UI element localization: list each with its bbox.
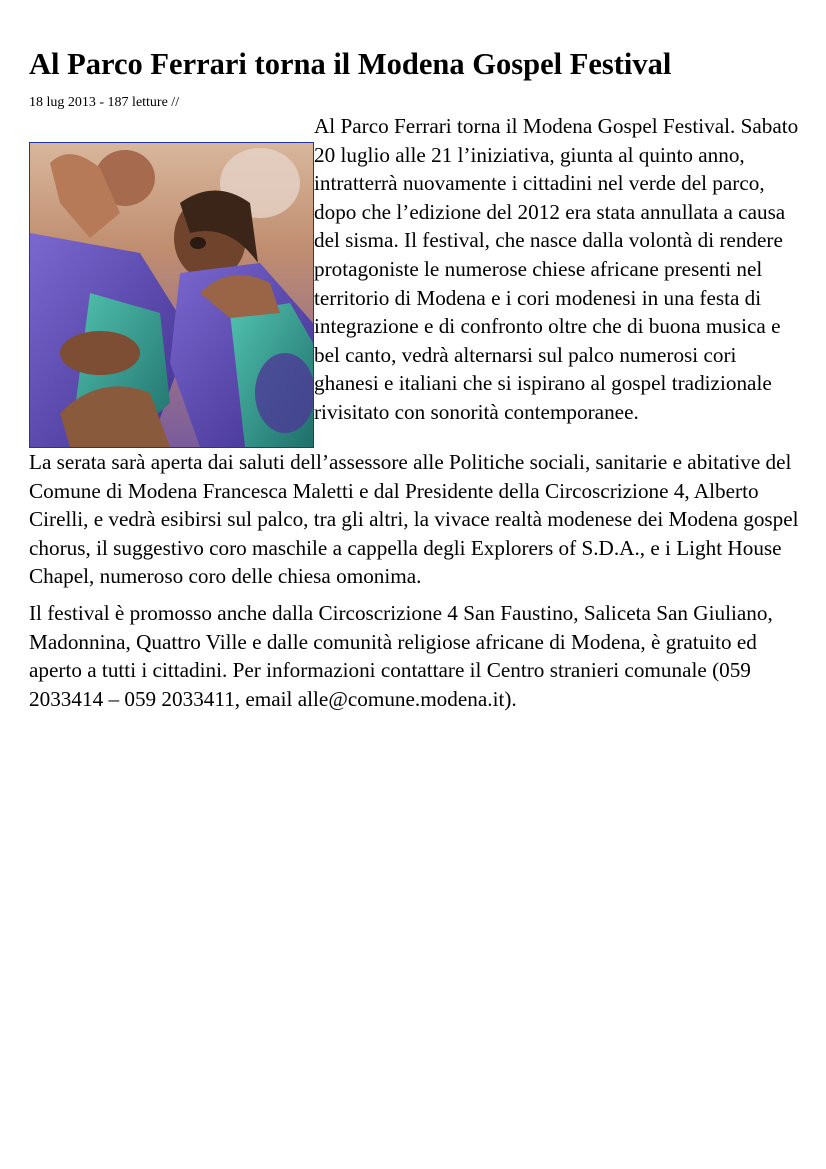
gospel-choir-photo — [29, 142, 314, 448]
article-title: Al Parco Ferrari torna il Modena Gospel Festival — [29, 47, 672, 81]
article-meta: 18 lug 2013 - 187 letture // — [29, 95, 180, 110]
article — [29, 44, 801, 721]
gospel-choir-illustration — [30, 143, 313, 447]
article-paragraph: La serata sarà aperta dai saluti dell’assessore alle Politiche sociali, sanitarie e abitative del Comune di Modena Francesca Maletti e dal Presidente della Circoscrizione 4, Alberto Cirelli, e vedrà esibirsi sul palco, tra gli altri, la vivace realtà modenese dei Modena gospel chorus, il suggestivo coro maschile a cappella degli Explorers of S.D.A., e i Light House Chapel, numeroso coro delle chiesa omonima. — [29, 450, 799, 589]
article-paragraph: Il festival è promosso anche dalla Circoscrizione 4 San Faustino, Saliceta San Giuliano, Madonnina, Quattro Ville e dalle comunità religiose africane di Modena, è gratuito ed aperto a tutti i cittadini. Per informazioni contattare il Centro stranieri comunale (059 2033414 – 059 2033411, email alle@comune.modena.it). — [29, 600, 773, 711]
article-body — [29, 112, 801, 713]
article-paragraph: Al Parco Ferrari torna il Modena Gospel Festival. Sabato 20 luglio alle 21 l’iniziativa, giunta al quinto anno, intratterrà nuovamente i cittadini nel verde del parco, dopo che l’edizione del 2012 era stata annullata a causa del sisma. Il festival, che nasce dalla volontà di rendere protagoniste le numerose chiese africane presenti nel territorio di Modena e i cori modenesi in una festa di integrazione e di confronto oltre che di buona musica e bel canto, vedrà alternarsi sul palco numerosi cori ghanesi e italiani che si ispirano al gospel tradizionale rivisitato con sonorità contemporanee. — [314, 114, 799, 424]
